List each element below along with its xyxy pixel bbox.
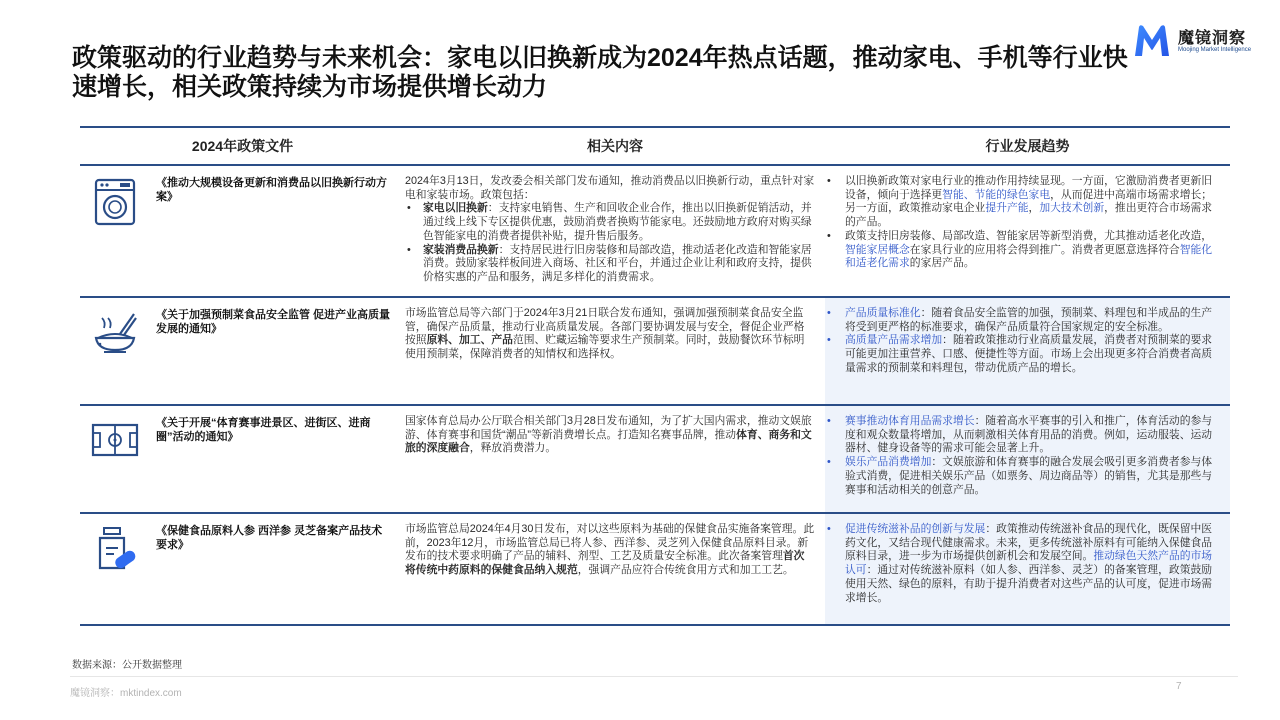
trend-cell: [825, 514, 1230, 624]
content-text: 市场监管总局2024年4月30日发布，对以这些原料为基础的保健食品实施备案管理。此前，2023年12月，市场监管总局已将人参、西洋参、灵芝列入保健食品原料目录。新发布的技术要求明确了产品的辅料、剂型、工艺及质量安全标准。此次备案管理: [405, 523, 815, 563]
page-title: 政策驱动的行业趋势与未来机会：家电以旧换新成为2024年热点话题，推动家电、手机等行业快速增长，相关政策持续为市场提供增长动力: [72, 44, 1128, 101]
footer-site: 魔镜洞察：mktindex.com: [70, 688, 182, 699]
content-bullet-text: ：支持家电销售、生产和回收企业合作，推出以旧换新促销活动，并通过线上线下专区提供优惠，鼓励消费者换购节能家电。还鼓励地方政府对购买绿色智能家电的消费者提供补贴，提升售后服务。: [423, 202, 812, 242]
footer-divider: [70, 676, 1238, 677]
logo-subtitle: Moojing Market Intelligence: [1178, 47, 1252, 53]
trend-cell: [825, 406, 1230, 512]
trend-text: ：文娱旅游和体育赛事的融合发展会吸引更多消费者参与体验式消费，促进相关娱乐产品（如票务、周边商品等）的销售，尤其是那些与赛事和活动相关的创意产品。: [845, 456, 1213, 496]
trend-text: ：随着高水平赛事的引入和推广，体育活动的参与度和观众数量将增加，从而刺激相关体育用品的消费。例如，运动服装、运动器材、健身设备等的需求可能会显著上升。: [845, 415, 1213, 455]
content-text: 市场监管总局等六部门于2024年3月21日联合发布通知，强调加强预制菜食品安全监管，确保产品质量，推动行业高质量发展。各部门要协调发展与安全，督促企业严格按照: [405, 307, 805, 347]
trend-highlight: 推动绿色天然产品的市场认可: [845, 550, 1213, 577]
trend-text: 在家具行业的应用将会得到推广。消费者更愿意选择符合: [909, 243, 1180, 256]
trend-cell: [825, 298, 1230, 404]
table-row: [80, 406, 1230, 514]
content-bullet-bold: 家装消费品换新: [423, 243, 499, 256]
policy-title: 《关于加强预制菜食品安全监管 促进产业高质量发展的通知》: [156, 309, 391, 335]
policy-title: 《保健食品原料人参 西洋参 灵芝备案产品技术要求》: [156, 525, 383, 551]
trend-bullet: • 娱乐产品消费增加：文娱旅游和体育赛事的融合发展会吸引更多消费者参与体验式消费，促进相关娱乐产品（如票务、周边商品等）的销售，尤其是那些与赛事和活动相关的创意产品。: [827, 456, 1213, 496]
trend-cell: [825, 166, 1230, 296]
table-row: [80, 298, 1230, 406]
trend-bullet: • 产品质量标准化：随着食品安全监管的加强，预制菜、料理包和半成品的生产将受到更严格的标准要求，确保产品质量符合国家规定的安全标准。: [827, 307, 1213, 333]
trend-text: 的家居产品。: [909, 257, 975, 270]
content-text: ，释放消费潜力。: [469, 442, 557, 455]
trend-highlight: 加大技术创新: [1039, 202, 1105, 215]
column-header-content: 相关内容: [587, 138, 643, 154]
prepared-meal-icon: [90, 308, 140, 358]
trend-bullet: • 政策支持旧房装修、局部改造、智能家居等新型消费，尤其推动适老化改造，智能家居概念在家具行业的应用将会得到推广。消费者更愿意选择符合智能化和适老化需求的家居产品。: [827, 229, 1213, 270]
trend-bullet: • 以旧换新政策对家电行业的推动作用持续显现。一方面，它激励消费者更新旧设备，倾向于选择更智能、节能的绿色家电，从而促进中高端市场需求增长；另一方面，政策推动家电企业提升产能，加大技术创新，推出更符合市场需求的产品。: [827, 175, 1213, 229]
policy-cell: [80, 298, 405, 404]
brand-logo: [1132, 22, 1262, 66]
trend-text: ，推出更符合市场需求的产品。: [845, 202, 1213, 229]
column-header-policy: 2024年政策文件: [191, 138, 294, 154]
policy-cell: [80, 514, 405, 624]
trend-highlight: 促进传统滋补品的创新与发展: [845, 523, 986, 535]
content-intro: 2024年3月13日，发改委会相关部门发布通知，推动消费品以旧换新行动，重点针对家电和家装市场。政策包括：: [405, 175, 815, 201]
content-bold: 首次将传统中药原料的保健食品纳入规范: [405, 550, 805, 577]
trend-bullet: • 高质量产品需求增加：随着政策推动行业高质量发展，消费者对预制菜的要求可能更加注重营养、口感、便捷性等方面。市场上会出现更多符合消费者高质量需求的预制菜和料理包，带动优质产品的增长。: [827, 334, 1213, 374]
content-cell: [405, 166, 825, 296]
table-header: [80, 128, 1230, 166]
policy-title: 《关于开展“体育赛事进景区、进街区、进商圈”活动的通知》: [156, 417, 371, 443]
policy-cell: [80, 166, 405, 296]
trend-text: ：政策推动传统滋补食品的现代化，既保留中医药文化，又结合现代健康需求。未来，更多传统滋补原料有可能纳入保健食品原料目录，进一步为市场提供创新机会和发展空间。: [845, 523, 1213, 563]
trend-highlight: 智能家居概念: [845, 243, 910, 256]
trend-bullet: • 促进传统滋补品的创新与发展：政策推动传统滋补食品的现代化，既保留中医药文化，又结合现代健康需求。未来，更多传统滋补原料有可能纳入保健食品原料目录，进一步为市场提供创新机会和发展空间。推动绿色天然产品的市场认可：通过对传统滋补原料（如人参、西洋参、灵芝）的备案管理，政策鼓励使用天然、绿色的原料，有助于提升消费者对这些产品的认可度，促进市场需求增长。: [827, 523, 1213, 604]
trend-bullet: • 赛事推动体育用品需求增长：随着高水平赛事的引入和推广，体育活动的参与度和观众数量将增加，从而刺激相关体育用品的消费。例如，运动服装、运动器材、健身设备等的需求可能会显著上升。: [827, 415, 1213, 455]
trend-highlight: 产品质量标准化: [845, 307, 921, 319]
policy-cell: [80, 406, 405, 512]
moojing-logo-icon: [1132, 22, 1172, 60]
table-row: [80, 166, 1230, 298]
content-paragraph: [405, 523, 815, 578]
washing-machine-icon: [90, 176, 140, 226]
trend-text: ，: [1028, 202, 1040, 215]
policy-table: [80, 126, 1230, 626]
content-text: 国家体育总局办公厅联合相关部门3月28日发布通知，为了扩大国内需求，推动文娱旅游、体育赛事和国货“潮品”等新消费增长点。打造知名赛事品牌，推动: [405, 415, 812, 441]
trend-text: ：通过对传统滋补原料（如人参、西洋参、灵芝）的备案管理，政策鼓励使用天然、绿色的原料，有助于提升消费者对这些产品的认可度，促进市场需求增长。: [845, 564, 1213, 604]
sports-field-icon: [90, 416, 140, 466]
policy-title: 《推动大规模设备更新和消费品以旧换新行动方案》: [156, 177, 387, 203]
trend-text: 政策支持旧房装修、局部改造、智能家居等新型消费，尤其推动适老化改造，: [845, 229, 1213, 242]
content-cell: [405, 514, 825, 624]
table-row: [80, 514, 1230, 626]
content-cell: [405, 406, 825, 512]
column-header-trend: 行业发展趋势: [985, 138, 1070, 154]
content-bullet-bold: 家电以旧换新: [423, 202, 488, 215]
health-supplement-icon: [90, 524, 140, 574]
trend-highlight: 智能化和适老化需求: [845, 243, 1213, 270]
content-paragraph: [405, 307, 815, 362]
content-bullet-text: ：支持居民进行旧房装修和局部改造，推动适老化改造和智能家居消费。鼓励家装样板间进入商场、社区和平台，并通过企业让利和政府支持，提供价格实惠的产品和服务，满足多样化的消费需求。: [423, 243, 812, 283]
content-text: ，强调产品应符合传统食用方式和加工工艺。: [577, 564, 794, 577]
content-bullet: • 家装消费品换新：支持居民进行旧房装修和局部改造，推动适老化改造和智能家居消费。鼓励家装样板间进入商场、社区和平台，并通过企业让利和政府支持，提供价格实惠的产品和服务，满足多样化的消费需求。: [407, 243, 812, 283]
content-bold: 体育、商务和文旅的深度融合: [405, 428, 812, 455]
trend-highlight: 娱乐产品消费增加: [845, 456, 932, 469]
trend-highlight: 赛事推动体育用品需求增长: [845, 415, 975, 427]
trend-text: 以旧换新政策对家电行业的推动作用持续显现。一方面，它激励消费者更新旧设备，倾向于选择更: [845, 175, 1213, 201]
trend-text: ：随着食品安全监管的加强，预制菜、料理包和半成品的生产将受到更严格的标准要求，确保产品质量符合国家规定的安全标准。: [845, 307, 1213, 333]
content-paragraph: [405, 415, 815, 456]
content-bold: 原料、加工、产品: [426, 334, 513, 347]
trend-text: ，从而促进中高端市场需求增长；另一方面，政策推动家电企业: [845, 188, 1213, 215]
trend-highlight: 提升产能: [985, 202, 1029, 215]
trend-highlight: 高质量产品需求增加: [845, 334, 943, 347]
content-bullet: • 家电以旧换新：支持家电销售、生产和回收企业合作，推出以旧换新促销活动，并通过线上线下专区提供优惠，鼓励消费者换购节能家电。还鼓励地方政府对购买绿色智能家电的消费者提供补贴，提升售后服务。: [407, 202, 812, 242]
data-source: 数据来源：公开数据整理: [72, 660, 182, 671]
content-cell: [405, 298, 825, 404]
page-number: 7: [1176, 681, 1182, 692]
trend-highlight: 智能、节能的绿色家电: [942, 188, 1051, 201]
content-text: 范围、贮藏运输等要求生产预制菜。同时，鼓励餐饮环节标明使用预制菜，保障消费者的知情权和选择权。: [405, 334, 805, 361]
logo-name: 魔镜洞察: [1178, 30, 1247, 47]
trend-text: ：随着政策推动行业高质量发展，消费者对预制菜的要求可能更加注重营养、口感、便捷性等方面。市场上会出现更多符合消费者高质量需求的预制菜和料理包，带动优质产品的增长。: [845, 334, 1213, 374]
